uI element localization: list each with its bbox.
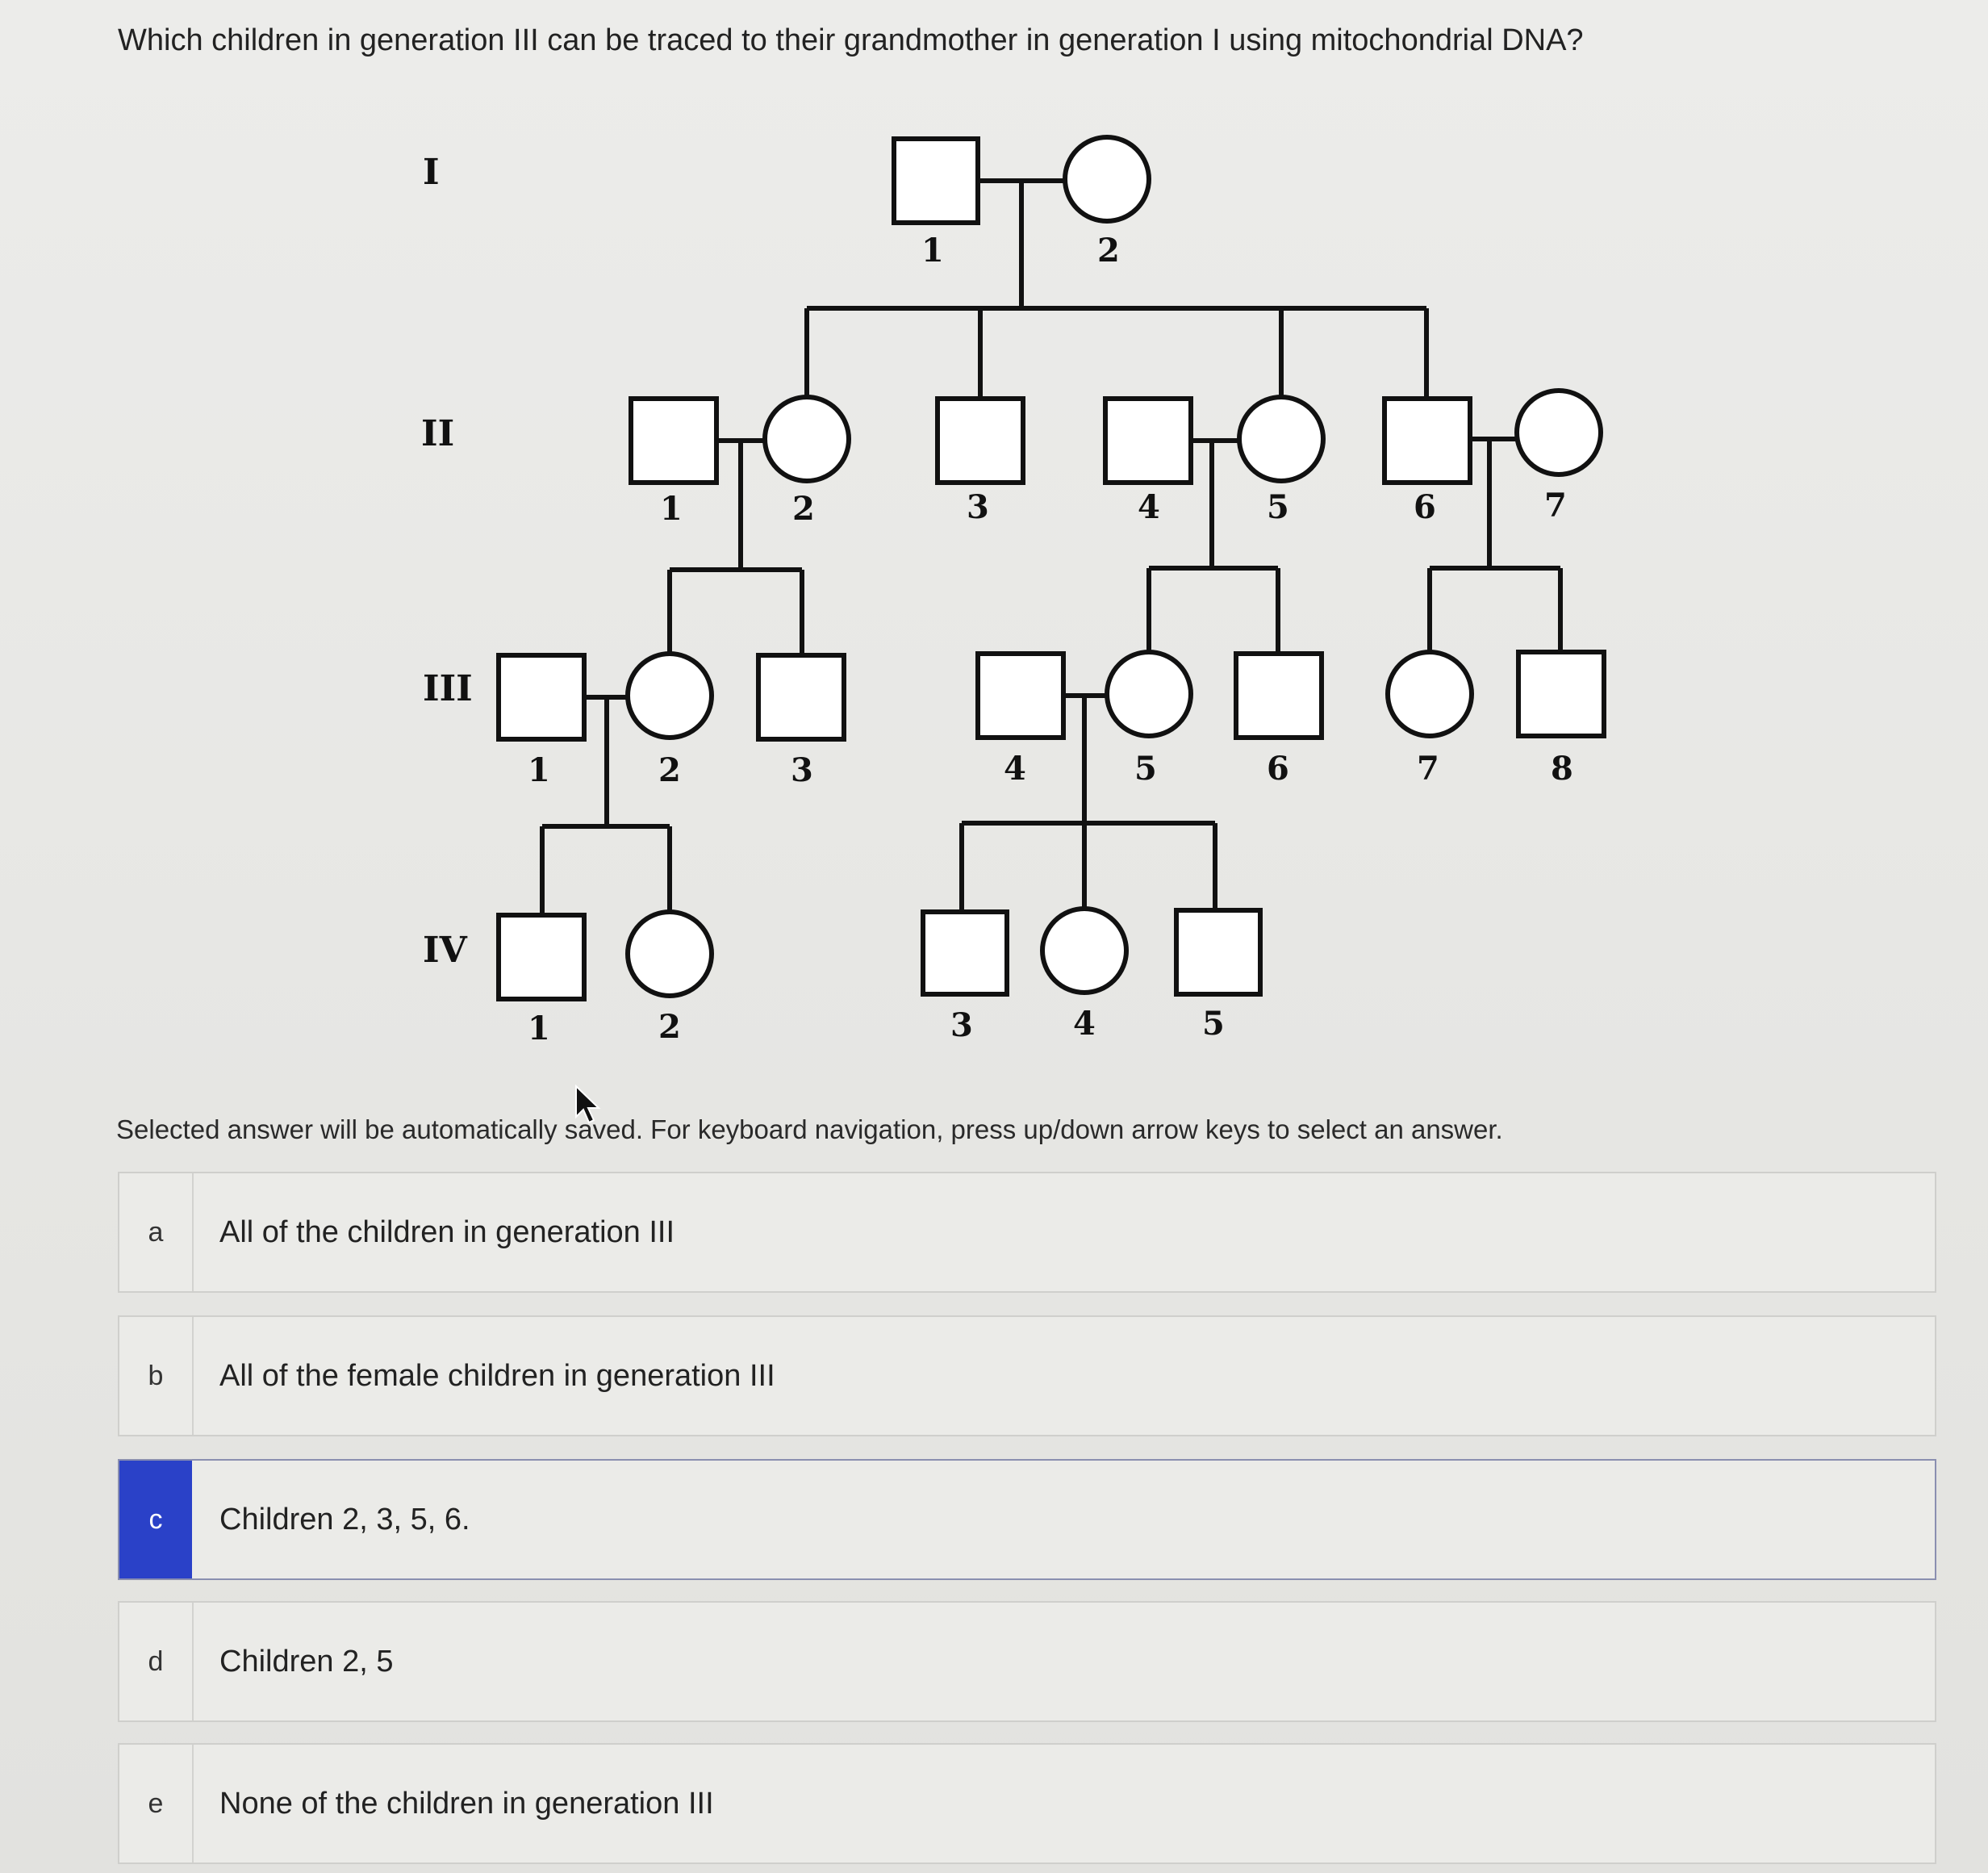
gen4-male-3: [923, 912, 1007, 994]
gen-label-II: II: [421, 413, 455, 454]
gen-label-I: I: [423, 152, 440, 193]
gen3-num-4: 4: [1004, 750, 1026, 788]
gen2-female-5: [1239, 397, 1323, 481]
gen1-male-1: [894, 139, 978, 223]
gen3-male-3: [758, 655, 844, 739]
gen3-num-6: 6: [1267, 750, 1289, 788]
gen3-num-8: 8: [1551, 750, 1573, 788]
gen4-num-2: 2: [658, 1008, 681, 1046]
option-letter: b: [119, 1317, 194, 1435]
gen3-num-7: 7: [1417, 750, 1439, 788]
gen3-male-6: [1236, 654, 1322, 738]
option-text: All of the female children in generation III: [219, 1358, 775, 1393]
gen2-num-2: 2: [792, 490, 815, 528]
gen1-num-2: 2: [1097, 232, 1120, 270]
gen4-female-4: [1042, 909, 1126, 993]
option-text: All of the children in generation III: [219, 1215, 675, 1249]
gen-label-IV: IV: [423, 930, 467, 971]
gen2-num-5: 5: [1267, 488, 1289, 526]
gen3-num-5: 5: [1134, 750, 1157, 788]
gen2-male-3: [938, 399, 1023, 483]
answer-option-e[interactable]: [118, 1743, 1936, 1864]
option-letter: a: [119, 1173, 194, 1291]
gen2-num-3: 3: [967, 488, 989, 526]
gen2-num-1: 1: [660, 490, 683, 528]
gen3-female-5: [1107, 652, 1191, 736]
answer-option-c[interactable]: [118, 1459, 1936, 1580]
answer-option-d[interactable]: [118, 1601, 1936, 1722]
gen2-female-7: [1517, 391, 1601, 475]
gen1-num-1: 1: [921, 232, 944, 270]
gen2-female-2: [765, 397, 849, 481]
gen4-female-2: [628, 912, 712, 996]
gen2-male-6: [1384, 399, 1470, 483]
option-text: Children 2, 3, 5, 6.: [219, 1502, 470, 1536]
instructions-text: Selected answer will be automatically saved. For keyboard navigation, press up/down arrow keys to select an answer.: [116, 1114, 1503, 1144]
gen4-male-5: [1176, 910, 1260, 994]
gen2-num-6: 6: [1414, 488, 1436, 526]
answer-option-b[interactable]: [118, 1315, 1936, 1436]
gen2-num-4: 4: [1138, 488, 1160, 526]
gen2-male-4: [1105, 399, 1191, 483]
gen2-num-7: 7: [1544, 487, 1567, 525]
question-text: Which children in generation III can be traced to their grandmother in generation I using mitochondrial DNA?: [118, 23, 1584, 57]
gen3-num-3: 3: [791, 751, 813, 789]
gen4-num-4: 4: [1073, 1005, 1096, 1043]
option-text: Children 2, 5: [219, 1644, 394, 1679]
gen3-female-7: [1388, 652, 1472, 736]
gen1-female-2: [1065, 137, 1149, 221]
gen4-male-1: [499, 915, 584, 999]
gen3-male-4: [978, 654, 1063, 738]
gen4-num-1: 1: [528, 1010, 550, 1047]
gen3-num-2: 2: [658, 751, 681, 789]
gen3-num-1: 1: [528, 751, 550, 789]
answer-option-a[interactable]: [118, 1172, 1936, 1293]
option-letter: e: [119, 1745, 194, 1863]
option-letter: d: [119, 1603, 194, 1720]
gen4-num-3: 3: [950, 1006, 973, 1044]
gen2-male-1: [631, 399, 716, 483]
gen4-num-5: 5: [1202, 1005, 1225, 1043]
gen3-male-1: [499, 655, 584, 739]
option-text: None of the children in generation III: [219, 1786, 714, 1821]
option-letter: c: [119, 1461, 192, 1578]
gen-label-III: III: [423, 668, 473, 709]
gen3-male-8: [1518, 652, 1604, 736]
gen3-female-2: [628, 654, 712, 738]
